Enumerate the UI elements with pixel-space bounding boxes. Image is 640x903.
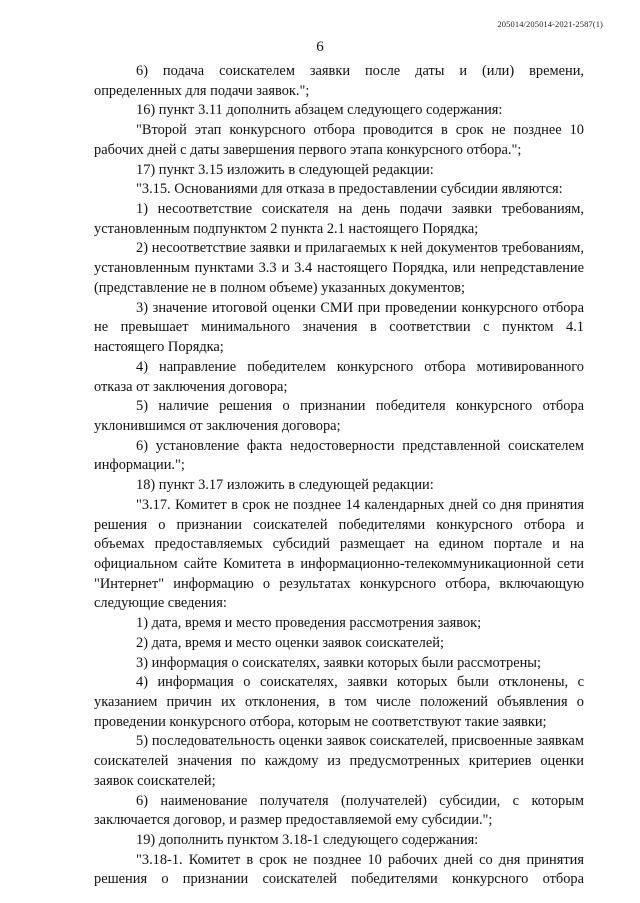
paragraph-3-15-item-6: 6) установление факта недостоверности представленной соискателем информации."; bbox=[94, 437, 584, 474]
paragraph-3-15-item-4: 4) направление победителем конкурсного отбора мотивированного отказа от заключения договора; bbox=[94, 358, 584, 395]
paragraph-3-15-item-5: 5) наличие решения о признании победителя конкурсного отбора уклонившимся от заключения договора; bbox=[94, 398, 584, 434]
paragraph-3-17-item-5: 5) последовательность оценки заявок соискателей, присвоенные заявкам соискателей значения по каждому из предусмотренных критериев оценки заявок соискателей; bbox=[94, 733, 584, 789]
paragraph-16: 16) пункт 3.11 дополнить абзацем следующего содержания: bbox=[136, 102, 503, 119]
paragraph-3-17-item-4: 4) информация о соискателях, заявки которых были отклонены, с указанием причин их отклонения, в том числе положений объявления о проведении конкурсного отбора, которым не соответствуют такие заявки; bbox=[94, 674, 584, 730]
paragraph-3-17-item-1: 1) дата, время и место проведения рассмотрения заявок; bbox=[136, 615, 482, 632]
paragraph-3-17-item-2: 2) дата, время и место оценки заявок соискателей; bbox=[136, 634, 444, 651]
paragraph-3-15-item-3: 3) значение итоговой оценки СМИ при проведении конкурсного отбора не превышает минимального значения в соответствии с пунктом 4.1 настоящего Порядка; bbox=[94, 299, 584, 356]
paragraph-3-15-item-2: 2) несоответствие заявки и прилагаемых к ней документов требованиям, установленным пунктами 3.3 и 3.4 настоящего Порядка, или непредставление (представление не в полном объеме) указанных документов; bbox=[94, 240, 584, 296]
paragraph-17: 17) пункт 3.15 изложить в следующей редакции: bbox=[136, 161, 434, 178]
paragraph-3-15: "3.15. Основаниями для отказа в предоставлении субсидии являются: bbox=[136, 181, 563, 198]
paragraph-18: 18) пункт 3.17 изложить в следующей редакции: bbox=[136, 477, 434, 494]
document-id: 205014/205014-2021-2587(1) bbox=[497, 19, 603, 29]
paragraph-3-15-item-1: 1) несоответствие соискателя на день подачи заявки требованиям, установленным подпунктом 2 пункта 2.1 настоящего Порядка; bbox=[94, 201, 584, 237]
page-number: 6 bbox=[316, 39, 324, 55]
paragraph-item-6: 6) подача соискателем заявки после даты и (или) времени, определенных для подачи заявок."; bbox=[94, 63, 584, 99]
paragraph-3-17-item-3: 3) информация о соискателях, заявки которых были рассмотрены; bbox=[136, 654, 541, 671]
document-body bbox=[94, 62, 584, 890]
paragraph-3-18-1: "3.18-1. Комитет в срок не позднее 10 рабочих дней со дня принятия решения о признании соискателей победителями конкурсного отбора bbox=[94, 851, 584, 888]
paragraph-3-17: "3.17. Комитет в срок не позднее 14 календарных дней со дня принятия решения о признании соискателей победителями конкурсного отбора и объемах предоставляемых субсидий размещает на едином портале и на официальном сайте Комитета в информационно-телекоммуникационной сети "Интернет" информацию о результатах конкурсного отбора, включающую следующие сведения: bbox=[94, 496, 584, 612]
paragraph-quote-3-11: "Второй этап конкурсного отбора проводится в срок не позднее 10 рабочих дней с даты завершения первого этапа конкурсного отбора."; bbox=[94, 122, 584, 158]
paragraph-3-17-item-6: 6) наименование получателя (получателей) субсидии, с которым заключается договор, и размер предоставляемой ему субсидии."; bbox=[94, 792, 584, 829]
paragraph-19: 19) дополнить пунктом 3.18-1 следующего содержания: bbox=[136, 832, 479, 849]
